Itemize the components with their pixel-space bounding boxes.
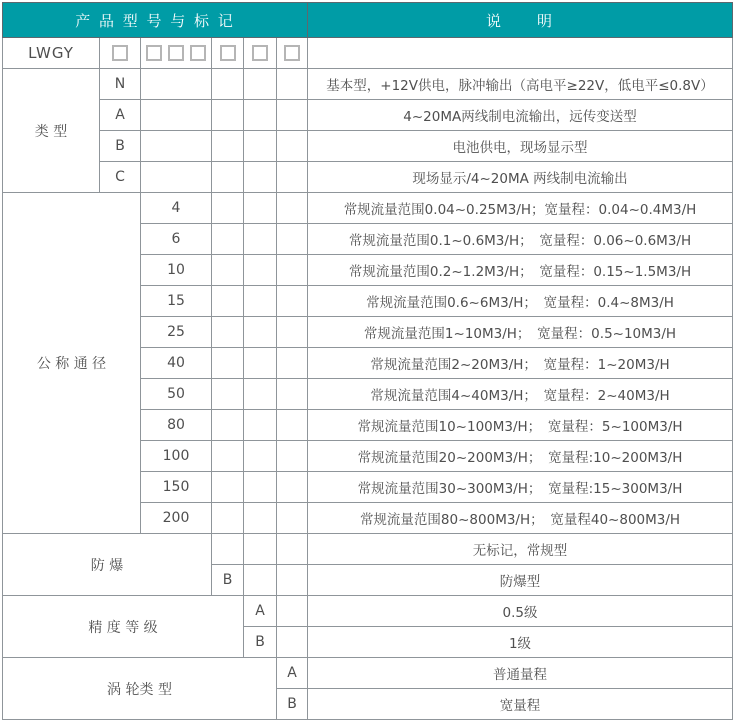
empty-cell: [212, 255, 244, 286]
empty-cell: [212, 379, 244, 410]
empty-cell: [212, 503, 244, 534]
empty-cell: [244, 162, 277, 193]
empty-cell: [277, 534, 308, 565]
empty-cell: [212, 472, 244, 503]
empty-cell: [244, 410, 277, 441]
type-code: B: [100, 131, 141, 162]
empty-cell: [244, 193, 277, 224]
section-label-diameter: 公 称 通 径: [3, 193, 141, 534]
accuracy-desc: 1级: [308, 627, 733, 658]
type-code: A: [100, 100, 141, 131]
digit-box-icon: [168, 45, 184, 61]
empty-cell: [244, 441, 277, 472]
empty-cell: [277, 193, 308, 224]
empty-cell: [212, 224, 244, 255]
diameter-code: 15: [141, 286, 212, 317]
explosion-desc: 无标记，常规型: [308, 534, 733, 565]
section-label-accuracy: 精 度 等 级: [3, 596, 244, 658]
turbine-code: B: [277, 689, 308, 720]
empty-cell: [277, 627, 308, 658]
diameter-code: 100: [141, 441, 212, 472]
diameter-code: 50: [141, 379, 212, 410]
empty-cell: [277, 410, 308, 441]
model-digit-cell-5: [277, 38, 308, 69]
empty-cell: [212, 162, 244, 193]
empty-cell: [277, 565, 308, 596]
model-digit-cell-1: [100, 38, 141, 69]
turbine-desc: 普通量程: [308, 658, 733, 689]
empty-cell: [244, 255, 277, 286]
empty-cell: [141, 162, 212, 193]
type-code: C: [100, 162, 141, 193]
digit-box-icon: [112, 45, 128, 61]
empty-cell: [212, 286, 244, 317]
header-desc-title: 说 明: [308, 3, 733, 38]
empty-cell: [141, 69, 212, 100]
empty-cell: [277, 596, 308, 627]
empty-cell: [244, 472, 277, 503]
turbine-desc: 宽量程: [308, 689, 733, 720]
digit-box-icon: [146, 45, 162, 61]
empty-cell: [212, 193, 244, 224]
model-digit-cell-2: [141, 38, 212, 69]
diameter-desc: 常规流量范围20~200M3/H； 宽量程:10~200M3/H: [308, 441, 733, 472]
diameter-code: 4: [141, 193, 212, 224]
explosion-desc: 防爆型: [308, 565, 733, 596]
empty-cell: [212, 69, 244, 100]
section-label-type: 类 型: [3, 69, 100, 193]
product-model-spec-table: [2, 2, 733, 720]
digit-box-icon: [284, 45, 300, 61]
diameter-desc: 常规流量范围0.1~0.6M3/H； 宽量程：0.06~0.6M3/H: [308, 224, 733, 255]
diameter-code: 150: [141, 472, 212, 503]
section-label-turbine-type: 涡 轮类 型: [3, 658, 277, 720]
type-code: N: [100, 69, 141, 100]
type-desc: 基本型，+12V供电，脉冲输出（高电平≥22V，低电平≤0.8V）: [308, 69, 733, 100]
empty-cell: [277, 441, 308, 472]
model-digit-cell-4: [244, 38, 277, 69]
digit-box-icon: [252, 45, 268, 61]
diameter-desc: 常规流量范围2~20M3/H； 宽量程：1~20M3/H: [308, 348, 733, 379]
type-desc: 4~20MA两线制电流输出，远传变送型: [308, 100, 733, 131]
empty-cell: [277, 379, 308, 410]
diameter-desc: 常规流量范围0.2~1.2M3/H； 宽量程：0.15~1.5M3/H: [308, 255, 733, 286]
empty-cell: [277, 255, 308, 286]
diameter-code: 25: [141, 317, 212, 348]
accuracy-desc: 0.5级: [308, 596, 733, 627]
empty-cell: [212, 100, 244, 131]
empty-cell: [212, 131, 244, 162]
empty-cell: [277, 317, 308, 348]
empty-cell: [244, 100, 277, 131]
empty-cell: [244, 503, 277, 534]
diameter-code: 40: [141, 348, 212, 379]
accuracy-code: A: [244, 596, 277, 627]
type-desc: 现场显示/4~20MA 两线制电流输出: [308, 162, 733, 193]
empty-cell: [277, 472, 308, 503]
empty-cell: [244, 379, 277, 410]
accuracy-code: B: [244, 627, 277, 658]
diameter-code: 10: [141, 255, 212, 286]
model-prefix: LWGY: [3, 38, 100, 69]
diameter-code: 80: [141, 410, 212, 441]
empty-cell: [277, 69, 308, 100]
empty-cell: [244, 565, 277, 596]
empty-cell: [244, 286, 277, 317]
empty-cell: [212, 348, 244, 379]
empty-cell: [141, 131, 212, 162]
explosion-code: B: [212, 565, 244, 596]
digit-box-icon: [220, 45, 236, 61]
empty-cell: [244, 348, 277, 379]
empty-cell: [244, 534, 277, 565]
digit-box-icon: [190, 45, 206, 61]
header-model-title: 产 品 型 号 与 标 记: [3, 3, 308, 38]
model-digit-cell-3: [212, 38, 244, 69]
turbine-code: A: [277, 658, 308, 689]
empty-cell: [244, 131, 277, 162]
section-label-explosion-proof: 防 爆: [3, 534, 212, 596]
diameter-code: 6: [141, 224, 212, 255]
diameter-desc: 常规流量范围4~40M3/H； 宽量程：2~40M3/H: [308, 379, 733, 410]
empty-cell: [244, 69, 277, 100]
empty-cell: [277, 286, 308, 317]
empty-cell: [244, 317, 277, 348]
diameter-desc: 常规流量范围80~800M3/H； 宽量程40~800M3/H: [308, 503, 733, 534]
diameter-desc: 常规流量范围1~10M3/H； 宽量程：0.5~10M3/H: [308, 317, 733, 348]
model-row-desc-empty: [308, 38, 733, 69]
explosion-code-empty: [212, 534, 244, 565]
empty-cell: [277, 348, 308, 379]
diameter-desc: 常规流量范围10~100M3/H； 宽量程：5~100M3/H: [308, 410, 733, 441]
empty-cell: [277, 100, 308, 131]
diameter-desc: 常规流量范围30~300M3/H； 宽量程:15~300M3/H: [308, 472, 733, 503]
type-desc: 电池供电，现场显示型: [308, 131, 733, 162]
empty-cell: [277, 224, 308, 255]
empty-cell: [244, 224, 277, 255]
diameter-desc: 常规流量范围0.6~6M3/H； 宽量程：0.4~8M3/H: [308, 286, 733, 317]
diameter-code: 200: [141, 503, 212, 534]
diameter-desc: 常规流量范围0.04~0.25M3/H；宽量程：0.04~0.4M3/H: [308, 193, 733, 224]
empty-cell: [212, 410, 244, 441]
empty-cell: [212, 441, 244, 472]
empty-cell: [277, 131, 308, 162]
empty-cell: [277, 162, 308, 193]
empty-cell: [141, 100, 212, 131]
empty-cell: [212, 317, 244, 348]
empty-cell: [277, 503, 308, 534]
